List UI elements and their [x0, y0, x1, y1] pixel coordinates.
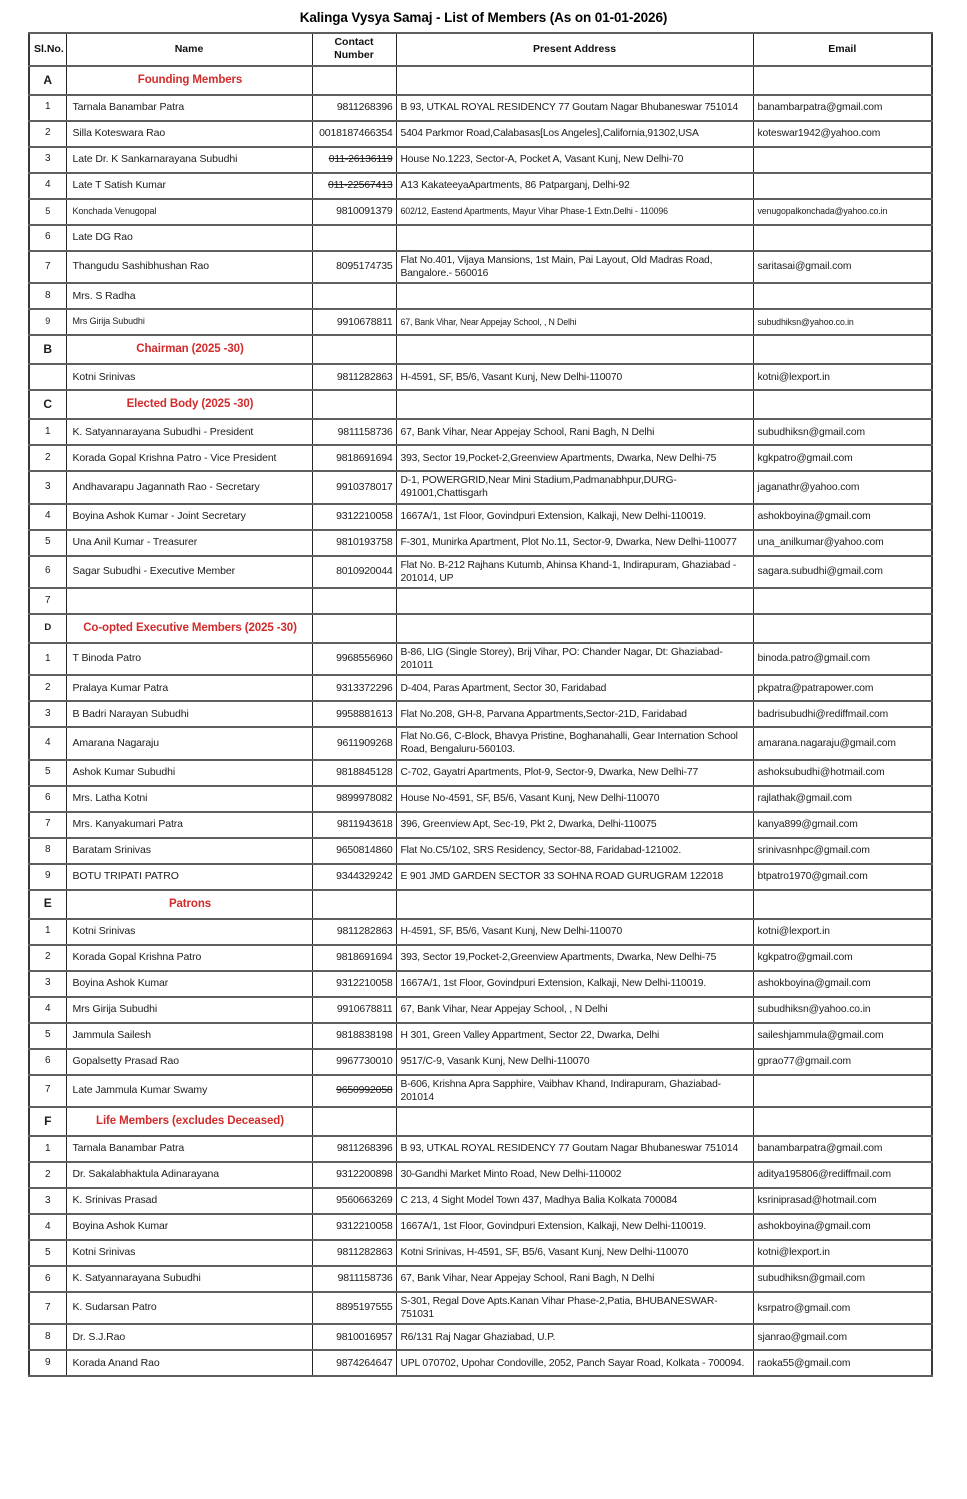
cell-name: Late DG Rao	[66, 225, 312, 251]
cell-present-address: 67, Bank Vihar, Near Appejay School, , N Delhi	[396, 997, 753, 1023]
member-row	[29, 556, 932, 588]
cell-present-address: H-4591, SF, B5/6, Vasant Kunj, New Delhi-110070	[396, 364, 753, 390]
cell-name: K. Sudarsan Patro	[66, 1292, 312, 1324]
cell-slno: 4	[29, 997, 66, 1023]
cell-email	[753, 588, 932, 614]
cell-present-address	[396, 283, 753, 309]
cell-present-address: 67, Bank Vihar, Near Appejay School, Rani Bagh, N Delhi	[396, 1266, 753, 1292]
cell-slno: 2	[29, 675, 66, 701]
member-row	[29, 727, 932, 759]
page-title: Kalinga Vysya Samaj - List of Members (As on 01-01-2026)	[299, 10, 668, 25]
cell-email: srinivasnhpc@gmail.com	[753, 838, 932, 864]
cell-contact-number: 9811268396	[312, 95, 396, 121]
cell-contact-number: 9967730010	[312, 1049, 396, 1075]
cell-contact-number: 9810193758	[312, 530, 396, 556]
cell-present-address: 393, Sector 19,Pocket-2,Greenview Apartments, Dwarka, New Delhi-75	[396, 445, 753, 471]
cell-email: sagara.subudhi@gmail.com	[753, 556, 932, 588]
cell-email: ashokboyina@gmail.com	[753, 504, 932, 530]
member-row	[29, 945, 932, 971]
cell-contact-number	[312, 890, 396, 919]
cell-present-address: 67, Bank Vihar, Near Appejay School, Rani Bagh, N Delhi	[396, 419, 753, 445]
cell-present-address: 396, Greenview Apt, Sec-19, Pkt 2, Dwarka, Delhi-110075	[396, 812, 753, 838]
member-row	[29, 1240, 932, 1266]
member-row	[29, 701, 932, 727]
members-table	[28, 32, 933, 1377]
cell-slno: F	[29, 1107, 66, 1136]
member-row	[29, 1049, 932, 1075]
cell-name: Boyina Ashok Kumar - Joint Secretary	[66, 504, 312, 530]
member-row	[29, 419, 932, 445]
cell-name: Kotni Srinivas	[66, 1240, 312, 1266]
cell-contact-number: 9818845128	[312, 760, 396, 786]
cell-email: kotni@lexport.in	[753, 364, 932, 390]
cell-contact-number: 9899978082	[312, 786, 396, 812]
section-heading: Patrons	[66, 890, 312, 919]
member-row	[29, 471, 932, 503]
cell-name: Korada Anand Rao	[66, 1350, 312, 1376]
cell-present-address: 30-Gandhi Market Minto Road, New Delhi-110002	[396, 1162, 753, 1188]
cell-name: Mrs. Kanyakumari Patra	[66, 812, 312, 838]
cell-name: Korada Gopal Krishna Patro	[66, 945, 312, 971]
cell-name: Andhavarapu Jagannath Rao - Secretary	[66, 471, 312, 503]
cell-contact-number: 8895197555	[312, 1292, 396, 1324]
cell-present-address: 1667A/1, 1st Floor, Govindpuri Extension, Kalkaji, New Delhi-110019.	[396, 504, 753, 530]
section-heading: Founding Members	[66, 66, 312, 95]
cell-email: badrisubudhi@rediffmail.com	[753, 701, 932, 727]
cell-slno: 6	[29, 225, 66, 251]
cell-email: kotni@lexport.in	[753, 919, 932, 945]
cell-email	[753, 147, 932, 173]
member-row	[29, 760, 932, 786]
cell-name: Konchada Venugopal	[66, 199, 312, 225]
cell-email	[753, 1075, 932, 1107]
cell-email: jaganathr@yahoo.com	[753, 471, 932, 503]
cell-slno: 3	[29, 971, 66, 997]
member-row	[29, 364, 932, 390]
cell-slno: 2	[29, 445, 66, 471]
cell-email	[753, 173, 932, 199]
cell-present-address: B-606, Krishna Apra Sapphire, Vaibhav Khand, Indirapuram, Ghaziabad-201014	[396, 1075, 753, 1107]
cell-slno: 7	[29, 1075, 66, 1107]
cell-name	[66, 588, 312, 614]
cell-email: subudhiksn@yahoo.co.in	[753, 309, 932, 335]
cell-contact-number: 9313372296	[312, 675, 396, 701]
cell-email: kgkpatro@gmail.com	[753, 945, 932, 971]
member-row	[29, 1350, 932, 1376]
cell-name: Tarnala Banambar Patra	[66, 95, 312, 121]
cell-present-address: 67, Bank Vihar, Near Appejay School, , N Delhi	[396, 309, 753, 335]
section-row	[29, 1107, 932, 1136]
member-row	[29, 251, 932, 283]
cell-present-address	[396, 1107, 753, 1136]
cell-contact-number	[312, 335, 396, 364]
cell-contact-number	[312, 173, 396, 199]
cell-present-address: B 93, UTKAL ROYAL RESIDENCY 77 Goutam Nagar Bhubaneswar 751014	[396, 1136, 753, 1162]
section-heading: Life Members (excludes Deceased)	[66, 1107, 312, 1136]
cell-slno: 4	[29, 504, 66, 530]
cell-slno: 6	[29, 556, 66, 588]
member-row	[29, 530, 932, 556]
cell-email: btpatro1970@gmail.com	[753, 864, 932, 890]
cell-contact-number: 9811282863	[312, 919, 396, 945]
member-row	[29, 1023, 932, 1049]
cell-present-address: Flat No.208, GH-8, Parvana Appartments,Sector-21D, Faridabad	[396, 701, 753, 727]
cell-slno: 4	[29, 1214, 66, 1240]
cell-slno: 3	[29, 471, 66, 503]
cell-slno: 5	[29, 1240, 66, 1266]
cell-name: Boyina Ashok Kumar	[66, 971, 312, 997]
cell-present-address: 5404 Parkmor Road,Calabasas[Los Angeles],California,91302,USA	[396, 121, 753, 147]
cell-contact-number	[312, 614, 396, 643]
cell-email: binoda.patro@gmail.com	[753, 643, 932, 675]
cell-name: Kotni Srinivas	[66, 919, 312, 945]
member-row	[29, 588, 932, 614]
cell-email	[753, 614, 932, 643]
cell-contact-number: 9818691694	[312, 445, 396, 471]
cell-present-address	[396, 225, 753, 251]
cell-slno: 3	[29, 147, 66, 173]
cell-present-address	[396, 335, 753, 364]
cell-contact-number: 9910678811	[312, 997, 396, 1023]
cell-present-address	[396, 588, 753, 614]
member-row	[29, 121, 932, 147]
section-row	[29, 614, 932, 643]
cell-email: rajlathak@gmail.com	[753, 786, 932, 812]
cell-contact-number: 9811158736	[312, 419, 396, 445]
cell-email: venugopalkonchada@yahoo.co.in	[753, 199, 932, 225]
cell-slno: 6	[29, 786, 66, 812]
member-row	[29, 309, 932, 335]
member-row	[29, 445, 932, 471]
cell-name: Korada Gopal Krishna Patro - Vice President	[66, 445, 312, 471]
cell-present-address: C-702, Gayatri Apartments, Plot-9, Sector-9, Dwarka, New Delhi-77	[396, 760, 753, 786]
cell-name: Mrs. S Radha	[66, 283, 312, 309]
cell-present-address: A13 KakateeyaApartments, 86 Patparganj, Delhi-92	[396, 173, 753, 199]
cell-slno: 1	[29, 95, 66, 121]
section-row	[29, 335, 932, 364]
cell-slno: D	[29, 614, 66, 643]
cell-present-address: C 213, 4 Sight Model Town 437, Madhya Balia Kolkata 700084	[396, 1188, 753, 1214]
cell-contact-number	[312, 1107, 396, 1136]
cell-email: ksrpatro@gmail.com	[753, 1292, 932, 1324]
cell-email: kgkpatro@gmail.com	[753, 445, 932, 471]
cell-slno	[29, 364, 66, 390]
cell-slno: 1	[29, 643, 66, 675]
cell-contact-number: 9811282863	[312, 1240, 396, 1266]
cell-contact-number: 9611909268	[312, 727, 396, 759]
cell-name: Mrs Girija Subudhi	[66, 309, 312, 335]
cell-slno: 9	[29, 864, 66, 890]
cell-name: Sagar Subudhi - Executive Member	[66, 556, 312, 588]
cell-name: BOTU TRIPATI PATRO	[66, 864, 312, 890]
cell-slno: 5	[29, 530, 66, 556]
cell-name: Dr. S.J.Rao	[66, 1324, 312, 1350]
cell-present-address: H 301, Green Valley Appartment, Sector 22, Dwarka, Delhi	[396, 1023, 753, 1049]
cell-contact-number: 9312210058	[312, 971, 396, 997]
cell-email: kanya899@gmail.com	[753, 812, 932, 838]
member-row	[29, 1136, 932, 1162]
cell-contact-number: 9874264647	[312, 1350, 396, 1376]
cell-contact-number: 9811158736	[312, 1266, 396, 1292]
column-header: Present Address	[396, 33, 753, 66]
cell-name: Thangudu Sashibhushan Rao	[66, 251, 312, 283]
cell-slno: 4	[29, 173, 66, 199]
member-row	[29, 838, 932, 864]
cell-present-address: R6/131 Raj Nagar Ghaziabad, U.P.	[396, 1324, 753, 1350]
cell-contact-number	[312, 1075, 396, 1107]
cell-slno: 7	[29, 251, 66, 283]
cell-name: Kotni Srinivas	[66, 364, 312, 390]
cell-contact-number: 9811943618	[312, 812, 396, 838]
section-row	[29, 66, 932, 95]
cell-contact-number: 9312200898	[312, 1162, 396, 1188]
member-row	[29, 1324, 932, 1350]
cell-contact-number: 9910378017	[312, 471, 396, 503]
member-row	[29, 864, 932, 890]
cell-slno: 2	[29, 1162, 66, 1188]
cell-email: ashokboyina@gmail.com	[753, 971, 932, 997]
cell-contact-number: 9910678811	[312, 309, 396, 335]
cell-slno: 5	[29, 760, 66, 786]
member-row	[29, 147, 932, 173]
cell-email: koteswar1942@yahoo.com	[753, 121, 932, 147]
cell-contact-number: 9560663269	[312, 1188, 396, 1214]
cell-email: ashokboyina@gmail.com	[753, 1214, 932, 1240]
member-row	[29, 1188, 932, 1214]
cell-present-address: Kotni Srinivas, H-4591, SF, B5/6, Vasant Kunj, New Delhi-110070	[396, 1240, 753, 1266]
member-row	[29, 1292, 932, 1324]
cell-name: K. Satyannarayana Subudhi - President	[66, 419, 312, 445]
cell-present-address: Flat No.C5/102, SRS Residency, Sector-88, Faridabad-121002.	[396, 838, 753, 864]
member-row	[29, 199, 932, 225]
cell-slno: B	[29, 335, 66, 364]
cell-name: Gopalsetty Prasad Rao	[66, 1049, 312, 1075]
cell-slno: 9	[29, 1350, 66, 1376]
cell-slno: E	[29, 890, 66, 919]
cell-name: K. Srinivas Prasad	[66, 1188, 312, 1214]
column-header: Contact Number	[312, 33, 396, 66]
cell-slno: 8	[29, 283, 66, 309]
member-row	[29, 919, 932, 945]
section-heading: Co-opted Executive Members (2025 -30)	[66, 614, 312, 643]
cell-present-address: Flat No. B-212 Rajhans Kutumb, Ahinsa Khand-1, Indirapuram, Ghaziabad - 201014, UP	[396, 556, 753, 588]
cell-name: Boyina Ashok Kumar	[66, 1214, 312, 1240]
cell-name: Ashok Kumar Subudhi	[66, 760, 312, 786]
cell-slno: 4	[29, 727, 66, 759]
section-row	[29, 390, 932, 419]
member-row	[29, 643, 932, 675]
struck-contact-number: 9650992058	[336, 1084, 393, 1097]
cell-email: kotni@lexport.in	[753, 1240, 932, 1266]
cell-present-address: House No.1223, Sector-A, Pocket A, Vasant Kunj, New Delhi-70	[396, 147, 753, 173]
cell-name: Pralaya Kumar Patra	[66, 675, 312, 701]
cell-email: subudhiksn@yahoo.co.in	[753, 997, 932, 1023]
cell-present-address: 393, Sector 19,Pocket-2,Greenview Apartments, Dwarka, New Delhi-75	[396, 945, 753, 971]
cell-contact-number: 9818838198	[312, 1023, 396, 1049]
cell-slno: 1	[29, 419, 66, 445]
member-row	[29, 283, 932, 309]
cell-present-address: 9517/C-9, Vasank Kunj, New Delhi-110070	[396, 1049, 753, 1075]
struck-contact-number: 011-26136119	[328, 153, 393, 166]
struck-contact-number: 011-22567413	[327, 179, 393, 192]
cell-name: Late T Satish Kumar	[66, 173, 312, 199]
cell-present-address	[396, 890, 753, 919]
member-row	[29, 1266, 932, 1292]
cell-slno: 7	[29, 1292, 66, 1324]
cell-email	[753, 890, 932, 919]
cell-name: Mrs Girija Subudhi	[66, 997, 312, 1023]
cell-name: Late Jammula Kumar Swamy	[66, 1075, 312, 1107]
column-header: Email	[753, 33, 932, 66]
cell-email: ashoksubudhi@hotmail.com	[753, 760, 932, 786]
cell-contact-number: 0018187466354	[312, 121, 396, 147]
cell-contact-number: 9810091379	[312, 199, 396, 225]
cell-name: Jammula Sailesh	[66, 1023, 312, 1049]
cell-slno: 5	[29, 1023, 66, 1049]
cell-present-address: S-301, Regal Dove Apts.Kanan Vihar Phase-2,Patia, BHUBANESWAR-751031	[396, 1292, 753, 1324]
cell-email	[753, 390, 932, 419]
cell-email: aditya195806@rediffmail.com	[753, 1162, 932, 1188]
cell-slno: 9	[29, 309, 66, 335]
section-heading: Chairman (2025 -30)	[66, 335, 312, 364]
member-row	[29, 971, 932, 997]
cell-contact-number	[312, 390, 396, 419]
cell-email: amarana.nagaraju@gmail.com	[753, 727, 932, 759]
member-row	[29, 173, 932, 199]
cell-email: saileshjammula@gmail.com	[753, 1023, 932, 1049]
cell-contact-number: 9650814860	[312, 838, 396, 864]
cell-email	[753, 283, 932, 309]
cell-slno: 7	[29, 812, 66, 838]
member-row	[29, 504, 932, 530]
cell-contact-number	[312, 147, 396, 173]
cell-contact-number	[312, 225, 396, 251]
cell-contact-number	[312, 283, 396, 309]
cell-slno: C	[29, 390, 66, 419]
cell-present-address: B-86, LIG (Single Storey), Brij Vihar, PO: Chander Nagar, Dt: Ghaziabad-201011	[396, 643, 753, 675]
cell-email: subudhiksn@gmail.com	[753, 1266, 932, 1292]
cell-slno: A	[29, 66, 66, 95]
cell-present-address: UPL 070702, Upohar Condoville, 2052, Panch Sayar Road, Kolkata - 700094.	[396, 1350, 753, 1376]
member-row	[29, 95, 932, 121]
cell-name: Silla Koteswara Rao	[66, 121, 312, 147]
section-row	[29, 890, 932, 919]
cell-contact-number: 9312210058	[312, 504, 396, 530]
section-heading: Elected Body (2025 -30)	[66, 390, 312, 419]
cell-name: T Binoda Patro	[66, 643, 312, 675]
cell-present-address: D-404, Paras Apartment, Sector 30, Faridabad	[396, 675, 753, 701]
cell-slno: 2	[29, 121, 66, 147]
cell-present-address: 1667A/1, 1st Floor, Govindpuri Extension, Kalkaji, New Delhi-110019.	[396, 1214, 753, 1240]
cell-name: Late Dr. K Sankarnarayana Subudhi	[66, 147, 312, 173]
cell-name: Baratam Srinivas	[66, 838, 312, 864]
cell-slno: 6	[29, 1266, 66, 1292]
cell-name: Amarana Nagaraju	[66, 727, 312, 759]
cell-contact-number: 8010920044	[312, 556, 396, 588]
cell-slno: 8	[29, 1324, 66, 1350]
cell-email	[753, 225, 932, 251]
cell-present-address	[396, 66, 753, 95]
cell-contact-number: 9818691694	[312, 945, 396, 971]
cell-slno: 7	[29, 588, 66, 614]
cell-email: una_anilkumar@yahoo.com	[753, 530, 932, 556]
cell-name: Dr. Sakalabhaktula Adinarayana	[66, 1162, 312, 1188]
cell-contact-number: 9968556960	[312, 643, 396, 675]
member-row	[29, 1162, 932, 1188]
cell-email	[753, 66, 932, 95]
member-row	[29, 786, 932, 812]
cell-email	[753, 335, 932, 364]
cell-slno: 1	[29, 919, 66, 945]
cell-present-address: D-1, POWERGRID,Near Mini Stadium,Padmanabhpur,DURG-491001,Chattisgarh	[396, 471, 753, 503]
cell-email: pkpatra@patrapower.com	[753, 675, 932, 701]
column-header: Sl.No.	[29, 33, 66, 66]
cell-contact-number: 9810016957	[312, 1324, 396, 1350]
cell-email: raoka55@gmail.com	[753, 1350, 932, 1376]
cell-slno: 3	[29, 1188, 66, 1214]
cell-contact-number: 9958881613	[312, 701, 396, 727]
cell-email: saritasai@gmail.com	[753, 251, 932, 283]
cell-email: sjanrao@gmail.com	[753, 1324, 932, 1350]
cell-present-address: B 93, UTKAL ROYAL RESIDENCY 77 Goutam Nagar Bhubaneswar 751014	[396, 95, 753, 121]
cell-present-address: Flat No.401, Vijaya Mansions, 1st Main, Pai Layout, Old Madras Road, Bangalore.- 560016	[396, 251, 753, 283]
member-row	[29, 1075, 932, 1107]
cell-contact-number: 9811268396	[312, 1136, 396, 1162]
cell-present-address: Flat No.G6, C-Block, Bhavya Pristine, Boghanahalli, Gear Internation School Road, Bengaluru-560103.	[396, 727, 753, 759]
cell-present-address: 602/12, Eastend Apartments, Mayur Vihar Phase-1 Extn.Delhi - 110096	[396, 199, 753, 225]
cell-present-address: F-301, Munirka Apartment, Plot No.11, Sector-9, Dwarka, New Delhi-110077	[396, 530, 753, 556]
cell-slno: 5	[29, 199, 66, 225]
member-row	[29, 675, 932, 701]
member-row	[29, 812, 932, 838]
cell-name: K. Satyannarayana Subudhi	[66, 1266, 312, 1292]
member-row	[29, 225, 932, 251]
cell-contact-number	[312, 588, 396, 614]
cell-slno: 6	[29, 1049, 66, 1075]
member-row	[29, 997, 932, 1023]
cell-contact-number: 8095174735	[312, 251, 396, 283]
cell-name: Una Anil Kumar - Treasurer	[66, 530, 312, 556]
column-header: Name	[66, 33, 312, 66]
cell-email: subudhiksn@gmail.com	[753, 419, 932, 445]
cell-email: banambarpatra@gmail.com	[753, 95, 932, 121]
cell-present-address: E 901 JMD GARDEN SECTOR 33 SOHNA ROAD GURUGRAM 122018	[396, 864, 753, 890]
cell-contact-number	[312, 66, 396, 95]
cell-present-address	[396, 390, 753, 419]
cell-name: B Badri Narayan Subudhi	[66, 701, 312, 727]
cell-contact-number: 9811282863	[312, 364, 396, 390]
cell-name: Tarnala Banambar Patra	[66, 1136, 312, 1162]
cell-name: Mrs. Latha Kotni	[66, 786, 312, 812]
cell-slno: 3	[29, 701, 66, 727]
cell-present-address: 1667A/1, 1st Floor, Govindpuri Extension, Kalkaji, New Delhi-110019.	[396, 971, 753, 997]
cell-email: banambarpatra@gmail.com	[753, 1136, 932, 1162]
cell-slno: 8	[29, 838, 66, 864]
cell-email	[753, 1107, 932, 1136]
member-row	[29, 1214, 932, 1240]
cell-present-address: House No-4591, SF, B5/6, Vasant Kunj, New Delhi-110070	[396, 786, 753, 812]
cell-contact-number: 9344329242	[312, 864, 396, 890]
cell-present-address: H-4591, SF, B5/6, Vasant Kunj, New Delhi-110070	[396, 919, 753, 945]
cell-slno: 1	[29, 1136, 66, 1162]
cell-email: ksriniprasad@hotmail.com	[753, 1188, 932, 1214]
cell-contact-number: 9312210058	[312, 1214, 396, 1240]
table-header-row	[29, 33, 932, 66]
cell-slno: 2	[29, 945, 66, 971]
cell-email: gprao77@gmail.com	[753, 1049, 932, 1075]
cell-present-address	[396, 614, 753, 643]
